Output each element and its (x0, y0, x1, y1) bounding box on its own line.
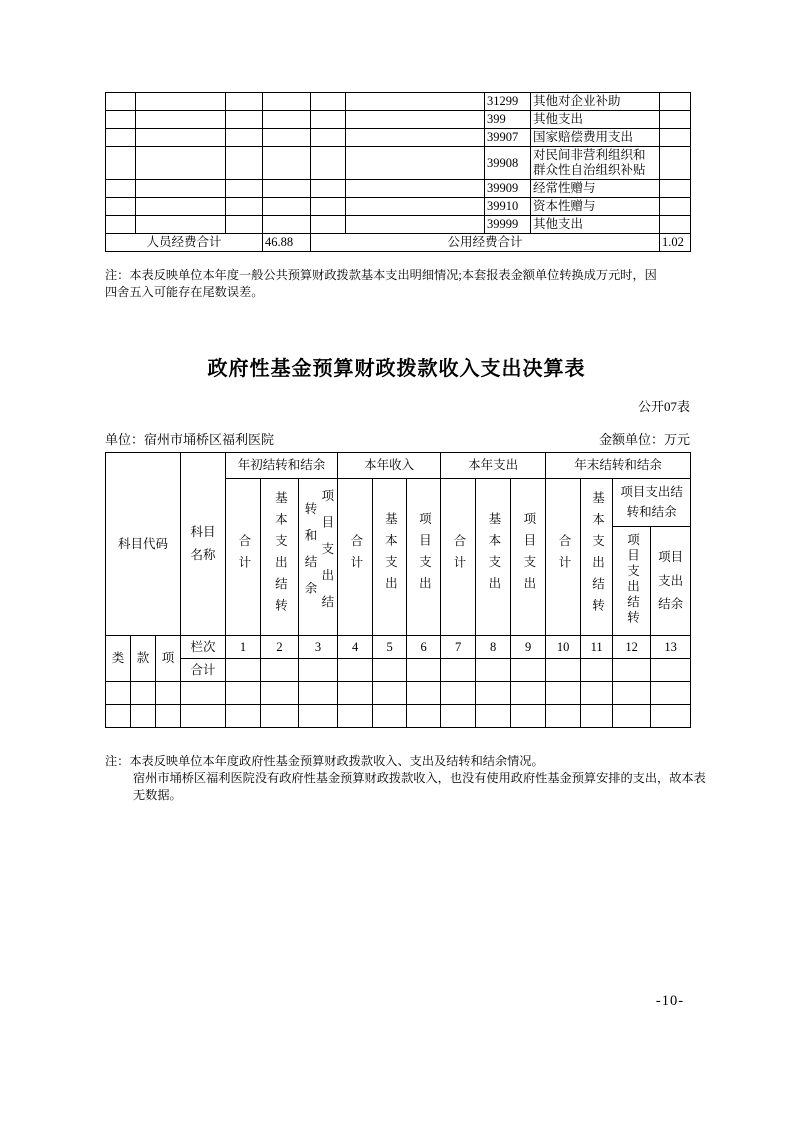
empty-cell (338, 659, 373, 682)
expense-row (106, 198, 691, 216)
col-header-total: 合计 (546, 479, 581, 636)
code-class-cell: 类 (106, 636, 131, 682)
table-code-label: 公开07表 (637, 399, 690, 414)
empty-cell (373, 682, 407, 705)
col-header-total: 合计 (338, 479, 373, 636)
col-header-project-carryover-balance: 项目支出结转和结余 (299, 479, 338, 636)
basic-expense-table-note (105, 267, 725, 301)
empty-cell (226, 198, 263, 216)
begin-balance-group-header: 年初结转和结余 (226, 453, 338, 479)
fund-budget-table (105, 452, 691, 728)
empty-cell (660, 111, 691, 129)
empty-cell (581, 682, 613, 705)
personnel-total-amount: 46.88 (263, 234, 311, 252)
expense-name: 对民间非营利组织和群众性自治组织补贴 (531, 147, 660, 180)
public-total-amount: 1.02 (660, 234, 691, 252)
empty-cell (373, 705, 407, 728)
expense-name: 经常性赠与 (531, 180, 660, 198)
empty-cell (373, 659, 407, 682)
col-header-project-balance: 项目支出结余 (651, 527, 691, 636)
header-row-groups (106, 453, 691, 479)
column-number: 13 (651, 636, 691, 659)
note-line: 宿州市埇桥区福利医院没有政府性基金预算财政拨款收入，也没有使用政府性基金预算安排的支出，故本表 (133, 771, 706, 785)
empty-cell (346, 129, 485, 147)
empty-cell (299, 682, 338, 705)
expense-name: 其他支出 (531, 111, 660, 129)
empty-cell (441, 705, 476, 728)
total-data-row (106, 659, 691, 682)
column-number: 7 (441, 636, 476, 659)
empty-cell (311, 129, 346, 147)
empty-cell (226, 180, 263, 198)
empty-cell (346, 180, 485, 198)
table-meta-line (105, 429, 690, 448)
empty-cell (263, 216, 311, 234)
empty-cell (136, 216, 226, 234)
empty-cell (106, 129, 136, 147)
expense-name: 国家赔偿费用支出 (531, 129, 660, 147)
empty-cell (226, 216, 263, 234)
empty-cell (441, 659, 476, 682)
empty-cell (226, 93, 263, 111)
empty-cell (181, 682, 226, 705)
col-header-project-carryover: 项目支出结转 (613, 527, 651, 636)
empty-cell (136, 129, 226, 147)
row-label: 合计 (181, 659, 226, 682)
column-number: 9 (511, 636, 546, 659)
empty-cell (613, 705, 651, 728)
column-number: 4 (338, 636, 373, 659)
expense-code: 39999 (485, 216, 531, 234)
empty-cell (136, 180, 226, 198)
empty-cell (346, 147, 485, 180)
expense-code: 39907 (485, 129, 531, 147)
empty-cell (311, 198, 346, 216)
empty-cell (156, 705, 181, 728)
empty-cell (311, 111, 346, 129)
fund-table-note (105, 753, 745, 804)
expense-row (106, 129, 691, 147)
empty-cell (613, 659, 651, 682)
empty-cell (338, 705, 373, 728)
expense-row (106, 180, 691, 198)
note-line: 注：本表反映单位本年度政府性基金预算财政拨款收入、支出及结转和结余情况。 (105, 754, 544, 768)
col-header-project: 项目支出 (511, 479, 546, 636)
note-line: 四舍五入可能存在尾数误差。 (105, 285, 264, 299)
empty-cell (263, 180, 311, 198)
expense-code: 31299 (485, 93, 531, 111)
expense-name: 资本性赠与 (531, 198, 660, 216)
empty-cell (511, 682, 546, 705)
empty-cell (346, 93, 485, 111)
empty-cell (311, 180, 346, 198)
subject-code-header: 科目代码 (106, 453, 181, 636)
col-header-basic-carryover: 基本支出结转 (581, 479, 613, 636)
empty-cell (660, 216, 691, 234)
empty-data-row (106, 682, 691, 705)
expense-code: 39910 (485, 198, 531, 216)
empty-cell (261, 659, 299, 682)
basic-expense-detail-table (105, 92, 691, 252)
public-total-label: 公用经费合计 (311, 234, 660, 252)
empty-cell (136, 147, 226, 180)
empty-cell (226, 659, 261, 682)
empty-cell (299, 659, 338, 682)
column-index-label: 栏次 (181, 636, 226, 659)
expense-row (106, 147, 691, 180)
empty-cell (261, 682, 299, 705)
empty-data-row (106, 705, 691, 728)
column-number: 6 (407, 636, 441, 659)
empty-cell (106, 682, 131, 705)
empty-cell (511, 659, 546, 682)
empty-cell (106, 147, 136, 180)
end-balance-group-header: 年末结转和结余 (546, 453, 691, 479)
empty-cell (511, 705, 546, 728)
empty-cell (226, 111, 263, 129)
col-header-total: 合计 (226, 479, 261, 636)
empty-cell (660, 180, 691, 198)
empty-cell (136, 198, 226, 216)
code-section-cell: 款 (131, 636, 156, 682)
fund-table-title: 政府性基金预算财政拨款收入支出决算表 (207, 358, 586, 380)
empty-cell (346, 216, 485, 234)
empty-cell (131, 705, 156, 728)
empty-cell (263, 129, 311, 147)
empty-cell (299, 705, 338, 728)
empty-cell (476, 682, 511, 705)
empty-cell (407, 682, 441, 705)
empty-cell (660, 198, 691, 216)
empty-cell (263, 198, 311, 216)
amount-unit-label: 金额单位：万元 (598, 432, 690, 447)
empty-cell (106, 216, 136, 234)
empty-cell (651, 682, 691, 705)
subject-name-header: 科目名称 (181, 453, 226, 636)
column-number: 10 (546, 636, 581, 659)
empty-cell (546, 659, 581, 682)
col-header-basic: 基本支出 (373, 479, 407, 636)
empty-cell (651, 659, 691, 682)
col-header-basic-carryover: 基本支出结转 (261, 479, 299, 636)
expense-row (106, 111, 691, 129)
column-number: 11 (581, 636, 613, 659)
empty-cell (106, 93, 136, 111)
empty-cell (156, 682, 181, 705)
empty-cell (476, 705, 511, 728)
code-item-cell: 项 (156, 636, 181, 682)
empty-cell (106, 111, 136, 129)
empty-cell (660, 129, 691, 147)
column-number: 12 (613, 636, 651, 659)
col-header-total: 合计 (441, 479, 476, 636)
empty-cell (346, 111, 485, 129)
column-number: 3 (299, 636, 338, 659)
expense-total-row (106, 234, 691, 252)
empty-cell (581, 705, 613, 728)
expense-code: 39909 (485, 180, 531, 198)
empty-cell (136, 93, 226, 111)
empty-cell (407, 659, 441, 682)
empty-cell (131, 682, 156, 705)
empty-cell (226, 682, 261, 705)
expense-row (106, 93, 691, 111)
note-line: 无数据。 (133, 788, 182, 802)
empty-cell (581, 659, 613, 682)
expense-row (106, 216, 691, 234)
income-group-header: 本年收入 (338, 453, 441, 479)
personnel-total-label: 人员经费合计 (106, 234, 263, 252)
expense-group-header: 本年支出 (441, 453, 546, 479)
empty-cell (441, 682, 476, 705)
empty-cell (311, 216, 346, 234)
column-number: 1 (226, 636, 261, 659)
expense-name: 其他对企业补助 (531, 93, 660, 111)
empty-cell (181, 705, 226, 728)
empty-cell (106, 705, 131, 728)
empty-cell (546, 682, 581, 705)
empty-cell (346, 198, 485, 216)
col-header-project: 项目支出 (407, 479, 441, 636)
empty-cell (476, 659, 511, 682)
column-number: 5 (373, 636, 407, 659)
expense-name: 其他支出 (531, 216, 660, 234)
expense-code: 399 (485, 111, 531, 129)
expense-code: 39908 (485, 147, 531, 180)
column-index-row (106, 636, 691, 659)
col-header-basic: 基本支出 (476, 479, 511, 636)
empty-cell (106, 198, 136, 216)
empty-cell (226, 129, 263, 147)
empty-cell (651, 705, 691, 728)
empty-cell (263, 111, 311, 129)
empty-cell (407, 705, 441, 728)
column-number: 8 (476, 636, 511, 659)
empty-cell (660, 93, 691, 111)
col-header-project-carryover-balance: 项目支出结转和结余 (613, 479, 691, 527)
empty-cell (660, 147, 691, 180)
note-line: 注：本表反映单位本年度一般公共预算财政拨款基本支出明细情况;本套报表金额单位转换成万元时，因 (105, 268, 657, 282)
empty-cell (106, 180, 136, 198)
empty-cell (546, 705, 581, 728)
page-number: -10- (655, 993, 685, 1009)
empty-cell (338, 682, 373, 705)
empty-cell (311, 147, 346, 180)
unit-label: 单位：宿州市埇桥区福利医院 (105, 432, 275, 447)
empty-cell (136, 111, 226, 129)
empty-cell (226, 147, 263, 180)
empty-cell (261, 705, 299, 728)
column-number: 2 (261, 636, 299, 659)
empty-cell (263, 147, 311, 180)
empty-cell (311, 93, 346, 111)
empty-cell (226, 705, 261, 728)
empty-cell (613, 682, 651, 705)
empty-cell (263, 93, 311, 111)
